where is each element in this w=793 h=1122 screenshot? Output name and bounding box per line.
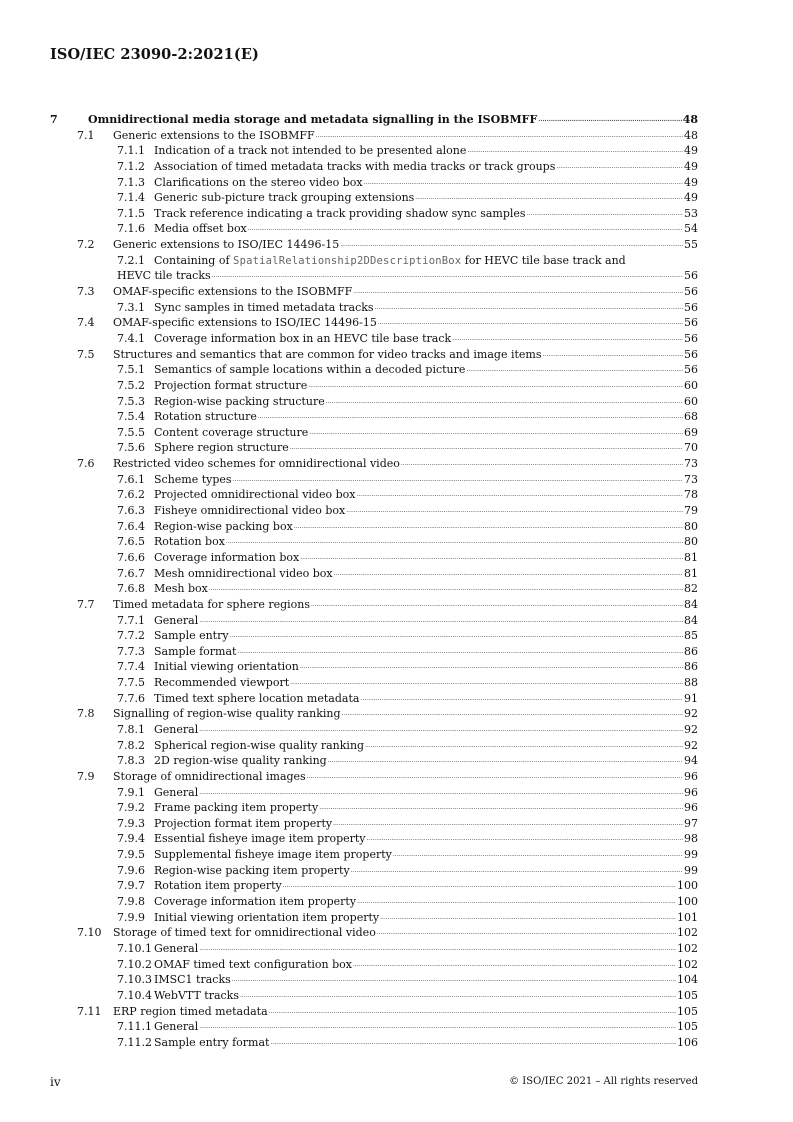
toc-entry-title: Spherical region-wise quality ranking <box>154 738 365 752</box>
toc-entry-number: 7.9.4 <box>117 832 145 846</box>
toc-entry-number: 7.4 <box>77 316 95 330</box>
page-number: iv <box>50 1075 61 1089</box>
toc-entry-title: General <box>154 941 199 955</box>
toc-entry-page: 60 <box>684 394 698 408</box>
toc-entry-page: 56 <box>684 331 698 345</box>
toc-leader <box>340 235 683 253</box>
toc-entry-title: Sample entry <box>154 629 229 643</box>
toc-entry-number: 7.9.7 <box>117 879 145 893</box>
toc-entry-page: 99 <box>684 848 698 862</box>
toc-entry-title: Sample format <box>154 644 237 658</box>
toc-entry-page: 84 <box>684 597 698 611</box>
toc-entry-number: 7.7.2 <box>117 629 145 643</box>
toc-entry-number: 7.8.1 <box>117 722 145 736</box>
toc-entry-page: 49 <box>684 159 698 173</box>
toc-entry-title-text: Containing of <box>154 253 230 267</box>
toc-entry-page: 105 <box>677 1004 698 1018</box>
toc-entry-page: 84 <box>684 613 698 627</box>
toc-entry-number: 7.7 <box>77 597 95 611</box>
toc-entry-page: 96 <box>684 801 698 815</box>
toc-entry-page: 92 <box>684 722 698 736</box>
toc-entry-number: 7.5.5 <box>117 425 145 439</box>
toc-entry-page: 80 <box>684 519 698 533</box>
toc-entry-title: Region-wise packing item property <box>154 863 350 877</box>
toc-entry-page: 79 <box>684 504 698 518</box>
toc-entry-page: 91 <box>684 691 698 705</box>
toc-entry-title: ERP region timed metadata <box>113 1004 268 1018</box>
toc-entry[interactable] <box>50 237 698 253</box>
toc-entry-title: Signalling of region-wise quality ranking <box>113 707 341 721</box>
toc-entry-title: Initial viewing orientation item property <box>154 910 380 924</box>
toc-entry-title: General <box>154 1020 199 1034</box>
toc-entry-title: Generic sub-picture track grouping extensions <box>154 191 415 205</box>
toc-entry-page: 55 <box>684 238 698 252</box>
toc-entry-number: 7.1.1 <box>117 144 145 158</box>
toc-entry-number: 7.9.6 <box>117 863 145 877</box>
toc-chapter-title: Omnidirectional media storage and metadata signalling in the ISOBMFF <box>88 113 538 126</box>
toc-entry-title: Coverage information box in an HEVC tile base track <box>154 331 452 345</box>
toc-entry-title: Fisheye omnidirectional video box <box>154 504 346 518</box>
toc-entry-page: 104 <box>677 973 698 987</box>
toc-entry-number: 7.7.6 <box>117 691 145 705</box>
toc-entry-title: General <box>154 722 199 736</box>
toc-entry-page: 88 <box>684 676 698 690</box>
toc-entry-number: 7.6.4 <box>117 519 145 533</box>
toc-entry-number: 7.2 <box>77 238 95 252</box>
toc-entry-page: 49 <box>684 191 698 205</box>
toc-entry-number: 7.6.1 <box>117 472 145 486</box>
toc-entry-page: 81 <box>684 550 698 564</box>
toc-entry-page: 56 <box>684 347 698 361</box>
toc-entry-page: 100 <box>677 895 698 909</box>
toc-entry-title: OMAF-specific extensions to ISO/IEC 14496-15 <box>113 316 377 330</box>
toc-entry-title: OMAF timed text configuration box <box>154 957 352 971</box>
toc-entry-title: Generic extensions to the ISOBMFF <box>113 128 315 142</box>
toc-entry-title: 2D region-wise quality ranking <box>154 754 327 768</box>
toc-entry-title: General <box>154 785 199 799</box>
toc-entry-title: Rotation box <box>154 535 225 549</box>
toc-entry-page: 60 <box>684 378 698 392</box>
toc-entry-number: 7.1.3 <box>117 175 145 189</box>
toc-entry-page: 85 <box>684 629 698 643</box>
toc-chapter-page: 48 <box>682 113 698 126</box>
document-header: ISO/IEC 23090-2:2021(E) <box>50 46 259 63</box>
toc-entry-number: 7.6.5 <box>117 535 145 549</box>
toc-entry-page: 56 <box>684 300 698 314</box>
toc-entry-page: 81 <box>684 566 698 580</box>
toc-entry-number: 7.1 <box>77 128 95 142</box>
toc-entry-title: Scheme types <box>154 472 232 486</box>
toc-entry-number: 7.6.7 <box>117 566 145 580</box>
toc-entry-page: 100 <box>677 879 698 893</box>
toc-entry-number: 7.6.2 <box>117 488 145 502</box>
toc-entry-title: Storage of omnidirectional images <box>113 769 306 783</box>
toc-entry-title: Generic extensions to ISO/IEC 14496-15 <box>113 238 340 252</box>
toc-entry-page: 101 <box>677 910 698 924</box>
toc-entry-number: 7.9.2 <box>117 801 145 815</box>
toc-entry-title: Initial viewing orientation <box>154 660 299 674</box>
toc-entry-number: 7.1.4 <box>117 191 145 205</box>
toc-entry-page: 86 <box>684 644 698 658</box>
toc-entry-title: Content coverage structure <box>154 425 309 439</box>
toc-entry-number: 7.10.3 <box>117 973 152 987</box>
toc-leader <box>270 1033 676 1051</box>
toc-entry-title: Mesh omnidirectional video box <box>154 566 333 580</box>
toc-entry-title: Restricted video schemes for omnidirectional video <box>113 457 400 471</box>
toc-entry-number: 7.5.3 <box>117 394 145 408</box>
toc-entry-page: 105 <box>677 1020 698 1034</box>
toc-entry-page: 56 <box>684 285 698 299</box>
table-of-contents <box>50 112 698 1050</box>
toc-entry-page: 96 <box>684 785 698 799</box>
toc-entry-number: 7.3 <box>77 285 95 299</box>
toc-entry-page: 99 <box>684 863 698 877</box>
toc-entry-page: 102 <box>677 926 698 940</box>
toc-entry-title: Track reference indicating a track providing shadow sync samples <box>154 206 526 220</box>
toc-entry-title: Clarifications on the stereo video box <box>154 175 363 189</box>
toc-entry-title: IMSC1 tracks <box>154 973 231 987</box>
toc-entry-title-tail: for HEVC tile base track and <box>461 253 626 267</box>
toc-entry-page: 56 <box>684 269 698 283</box>
toc-entry-page: 102 <box>677 957 698 971</box>
toc-entry-number: 7.7.5 <box>117 676 145 690</box>
toc-entry-page: 92 <box>684 738 698 752</box>
toc-entry-title: Structures and semantics that are common for video tracks and image items <box>113 347 542 361</box>
toc-entry-page: 53 <box>684 206 698 220</box>
toc-entry-title: OMAF-specific extensions to the ISOBMFF <box>113 285 353 299</box>
toc-entry-number: 7.9.3 <box>117 816 145 830</box>
toc-entry-page: 56 <box>684 363 698 377</box>
toc-entry-page: 48 <box>684 128 698 142</box>
toc-entry-number: 7.1.2 <box>117 159 145 173</box>
toc-entry-number: 7.3.1 <box>117 300 145 314</box>
toc-entry-number: 7.8 <box>77 707 95 721</box>
toc-entry-title: Sample entry format <box>154 1035 270 1049</box>
toc-entry-number: 7.10 <box>77 926 102 940</box>
toc-entry-title: Frame packing item property <box>154 801 319 815</box>
toc-entry-page: 80 <box>684 535 698 549</box>
toc-entry-page: 49 <box>684 175 698 189</box>
toc-entry-number: 7.9.1 <box>117 785 145 799</box>
toc-entry-title: Indication of a track not intended to be presented alone <box>154 144 467 158</box>
toc-entry-page: 102 <box>677 941 698 955</box>
toc-entry-page: 54 <box>684 222 698 236</box>
toc-entry-title: Supplemental fisheye image item property <box>154 848 392 862</box>
toc-entry-number: 7.10.4 <box>117 988 152 1002</box>
toc-entry-page: 94 <box>684 754 698 768</box>
toc-entry-page: 98 <box>684 832 698 846</box>
toc-entry-page: 82 <box>684 582 698 596</box>
toc-entry-title: Mesh box <box>154 582 208 596</box>
toc-entry-title: General <box>154 613 199 627</box>
toc-chapter-number: 7 <box>50 113 58 126</box>
toc-entry-number: 7.4.1 <box>117 331 145 345</box>
toc-entry-title: Timed text sphere location metadata <box>154 691 360 705</box>
toc-entry-page: 70 <box>684 441 698 455</box>
toc-entry-title: Sync samples in timed metadata tracks <box>154 300 374 314</box>
toc-entry-page: 106 <box>677 1035 698 1049</box>
toc-entry-number: 7.11.1 <box>117 1020 152 1034</box>
toc-entry-title: Storage of timed text for omnidirectional video <box>113 926 376 940</box>
toc-entry-title: Projection format item property <box>154 816 333 830</box>
toc-entry-number: 7.7.4 <box>117 660 145 674</box>
toc-entry-page: 49 <box>684 144 698 158</box>
toc-entry-title: Association of timed metadata tracks with media tracks or track groups <box>154 159 556 173</box>
toc-entry-page: 96 <box>684 769 698 783</box>
toc-entry-title: Rotation item property <box>154 879 282 893</box>
toc-entry-title: Rotation structure <box>154 410 257 424</box>
toc-entry-number: 7.1.6 <box>117 222 145 236</box>
toc-entry-number: 7.8.2 <box>117 738 145 752</box>
copyright-notice: © ISO/IEC 2021 – All rights reserved <box>509 1076 698 1087</box>
toc-entry-number: 7.6.6 <box>117 550 145 564</box>
toc-entry-number: 7.1.5 <box>117 206 145 220</box>
toc-entry-number: 7.5.6 <box>117 441 145 455</box>
toc-entry-title: Essential fisheye image item property <box>154 832 366 846</box>
toc-entry-page: 97 <box>684 816 698 830</box>
toc-entry-number: 7.11 <box>77 1004 102 1018</box>
toc-entry-title: Semantics of sample locations within a decoded picture <box>154 363 466 377</box>
toc-entry-title: Projected omnidirectional video box <box>154 488 356 502</box>
toc-entry-title: HEVC tile tracks <box>117 269 211 283</box>
toc-entry-number: 7.10.2 <box>117 957 152 971</box>
toc-entry-page: 73 <box>684 472 698 486</box>
toc-entry-number: 7.6 <box>77 457 95 471</box>
toc-entry-title: Region-wise packing box <box>154 519 293 533</box>
toc-entry-title: Coverage information item property <box>154 895 357 909</box>
toc-entry-page: 68 <box>684 410 698 424</box>
toc-entry-number: 7.8.3 <box>117 754 145 768</box>
toc-entry-number: 7.7.1 <box>117 613 145 627</box>
toc-entry-number: 7.9 <box>77 769 95 783</box>
toc-entry-number: 7.7.3 <box>117 644 145 658</box>
toc-entry-number: 7.5.1 <box>117 363 145 377</box>
toc-entry-number: 7.9.9 <box>117 910 145 924</box>
toc-entry-number: 7.5 <box>77 347 95 361</box>
toc-entry-title: Projection format structure <box>154 378 308 392</box>
toc-entry-title: Coverage information box <box>154 550 300 564</box>
toc-entry-page: 105 <box>677 988 698 1002</box>
toc-entry-page: 92 <box>684 707 698 721</box>
toc-entry-code: SpatialRelationship2DDescriptionBox <box>233 254 462 267</box>
toc-entry-title: Timed metadata for sphere regions <box>113 597 311 611</box>
toc-entry-number: 7.5.4 <box>117 410 145 424</box>
toc-entry[interactable] <box>50 1035 698 1051</box>
toc-entry-number: 7.9.5 <box>117 848 145 862</box>
toc-entry-title: WebVTT tracks <box>154 988 239 1002</box>
toc-entry-number: 7.10.1 <box>117 941 152 955</box>
toc-entry-page: 56 <box>684 316 698 330</box>
toc-entry-title: Sphere region structure <box>154 441 289 455</box>
toc-entry-number: 7.6.8 <box>117 582 145 596</box>
toc-entry-page: 78 <box>684 488 698 502</box>
toc-entry-number: 7.9.8 <box>117 895 145 909</box>
toc-entry-number: 7.6.3 <box>117 504 145 518</box>
toc-entry-page: 69 <box>684 425 698 439</box>
toc-entry-title: Region-wise packing structure <box>154 394 325 408</box>
toc-entry-page: 73 <box>684 457 698 471</box>
toc-entry-number: 7.11.2 <box>117 1035 152 1049</box>
toc-entry-page: 86 <box>684 660 698 674</box>
toc-entry-title: Media offset box <box>154 222 247 236</box>
toc-entry-title: Recommended viewport <box>154 676 290 690</box>
toc-entry-number: 7.2.1 <box>117 253 145 267</box>
toc-entry-number: 7.5.2 <box>117 378 145 392</box>
